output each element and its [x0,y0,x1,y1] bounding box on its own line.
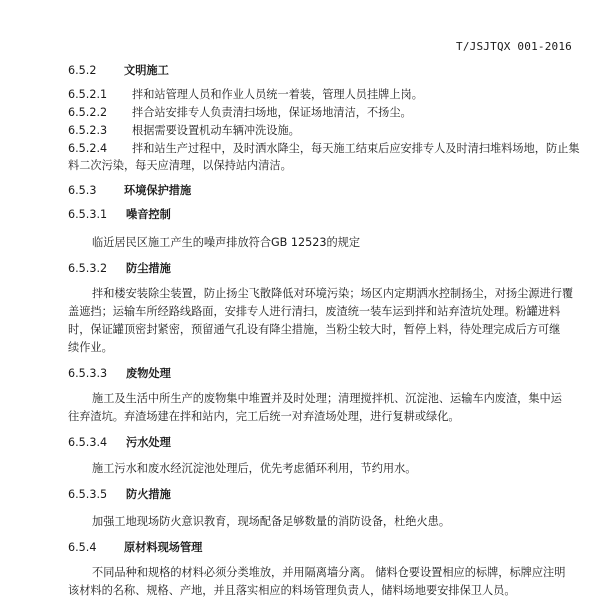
subsection-title: 防尘措施 [126,262,171,275]
section-title: 文明施工 [124,64,169,77]
clause-text: 根据需要设置机动车辆冲洗设施。 [132,124,300,137]
clause-number: 6.5.2.2 [68,106,108,119]
section-number: 6.5.2 [68,64,97,77]
section-heading [68,64,169,78]
paragraph-line: 续作业。 [68,341,113,354]
paragraph-line: 加强工地现场防火意识教育，现场配备足够数量的消防设备，杜绝火患。 [92,515,451,528]
subsection-title: 污水处理 [126,436,171,449]
clause-text: 拌和站管理人员和作业人员统一着装，管理人员挂牌上岗。 [132,88,423,101]
paragraph-line: 施工及生活中所生产的废物集中堆置并及时处理；清理搅拌机、沉淀池、运输车内废渣，集中运 [92,392,562,405]
clause [68,124,300,138]
section-heading [68,184,191,198]
paragraph-line: 往弃渣坑。弃渣场建在拌和站内，完工后统一对弃渣场处理，进行复耕或绿化。 [68,410,460,423]
subsection-title: 防火措施 [126,488,171,501]
subsection-number: 6.5.3.4 [68,436,108,449]
subsection-heading [68,262,171,276]
paragraph-line: 临近居民区施工产生的噪声排放符合GB 12523的规定 [92,236,361,249]
clause [68,106,412,120]
clause-number: 6.5.2.4 [68,142,108,155]
subsection-title: 废物处理 [126,367,171,380]
section-number: 6.5.3 [68,184,97,197]
section-title: 原材料现场管理 [124,541,203,554]
clause-text: 拌合站安排专人负责清扫场地，保证场地清洁，不扬尘。 [132,106,412,119]
section-heading [68,541,202,555]
paragraph-line: 施工污水和废水经沉淀池处理后，优先考虑循环利用，节约用水。 [92,462,417,475]
clause [68,88,423,102]
clause [68,142,580,156]
subsection-number: 6.5.3.1 [68,208,108,221]
paragraph-line: 不同品种和规格的材料必须分类堆放，并用隔离墙分离。 储料仓要设置相应的标牌，标牌应注明 [92,566,566,579]
subsection-number: 6.5.3.5 [68,488,108,501]
clause-text-continued: 料二次污染，每天应清理，以保持站内清洁。 [68,159,292,172]
paragraph-line: 盖遮挡；运输车所经路线路面，安排专人进行清扫，废渣统一装车运到拌和站弃渣坑处理。粉罐进料 [68,305,561,318]
subsection-heading [68,436,171,450]
subsection-heading [68,367,171,381]
subsection-heading [68,488,171,502]
subsection-number: 6.5.3.2 [68,262,108,275]
clause-text: 拌和站生产过程中，及时洒水降尘，每天施工结束后应安排专人及时清扫堆料场地，防止集 [132,142,580,155]
subsection-heading [68,208,171,222]
subsection-number: 6.5.3.3 [68,367,108,380]
paragraph-line: 该材料的名称、规格、产地，并且落实相应的料场管理负责人，储料场地要安排保卫人员。 [68,584,516,597]
section-title: 环境保护措施 [124,184,192,197]
paragraph-line: 拌和楼安装除尘装置，防止扬尘飞散降低对环境污染；场区内定期洒水控制扬尘，对扬尘源进行覆 [92,287,574,300]
document-code: T/JSJTQX 001-2016 [456,40,572,53]
clause-number: 6.5.2.1 [68,88,108,101]
clause-number: 6.5.2.3 [68,124,108,137]
paragraph-line: 时，保证罐顶密封紧密，预留通气孔设有降尘措施，当粉尘较大时，暂停上料，待处理完成后方可继 [68,323,561,336]
subsection-title: 噪音控制 [126,208,171,221]
section-number: 6.5.4 [68,541,97,554]
